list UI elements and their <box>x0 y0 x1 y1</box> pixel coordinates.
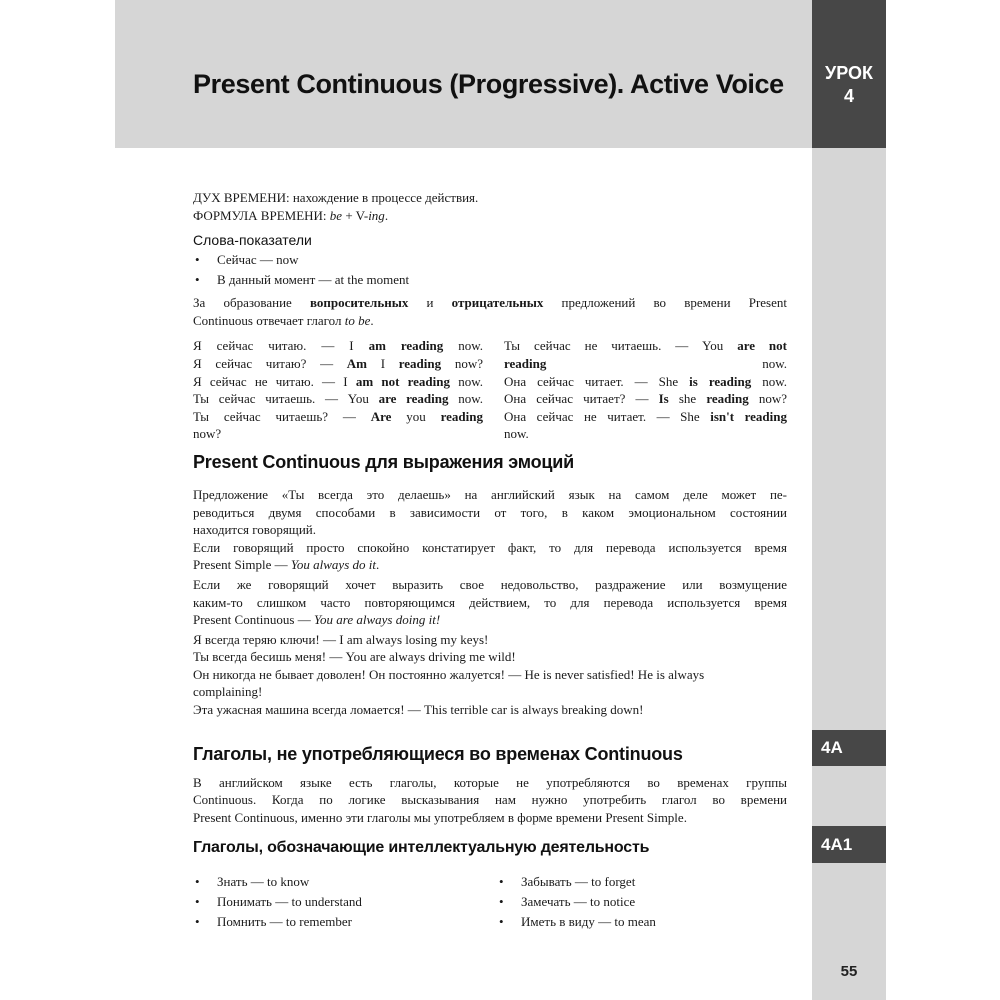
bold-text: вопросительных <box>309 295 409 311</box>
text-line <box>193 611 787 629</box>
non-continuous-heading: Глаголы, не употребляющиеся во временах Continuous <box>193 743 683 764</box>
text: Я сейчас читаю. — I <box>193 338 369 354</box>
emotions-examples <box>193 631 787 719</box>
verbs-lists <box>193 872 787 932</box>
text-line <box>504 408 787 426</box>
text: Она сейчас не читает. — She <box>504 408 711 424</box>
italic-text: be <box>329 207 343 223</box>
text: Если говорящий просто спокойно констатирует факт, то для перевода используется время <box>193 539 787 555</box>
text: . <box>384 207 389 223</box>
text: . <box>370 312 374 328</box>
text-line <box>193 408 483 426</box>
text: и <box>408 295 452 311</box>
text: Я сейчас не читаю. — I <box>193 373 356 389</box>
text-line <box>193 791 787 809</box>
text: ДУХ ВРЕМЕНИ: нахождение в процессе действия. <box>193 190 479 205</box>
text: I <box>367 355 399 371</box>
emotions-paragraph-1 <box>193 486 787 539</box>
text-line <box>504 425 787 443</box>
text-line <box>193 521 787 539</box>
non-continuous-paragraph <box>193 774 787 827</box>
text: Я всегда теряю ключи! — I am always losing my keys! <box>193 631 489 647</box>
text: Present Continuous, именно эти глаголы мы употребляем в форме времени Present Simple. <box>193 809 687 825</box>
bold-text: reading <box>440 408 483 424</box>
text-line <box>193 207 787 225</box>
bold-text: Am <box>346 355 367 371</box>
intro-definition <box>193 189 787 224</box>
bold-text: Are <box>370 408 392 424</box>
bold-text: is reading <box>689 373 752 389</box>
bold-text: are reading <box>378 391 449 407</box>
text-line <box>504 390 787 408</box>
text: you <box>391 408 441 424</box>
text: Continuous. Когда по логике высказывания нам нужно употребить глагол во времени <box>193 792 787 808</box>
text-line <box>193 486 787 504</box>
page-title: Present Continuous (Progressive). Active Voice <box>193 69 784 99</box>
emotions-paragraph-3 <box>193 576 787 629</box>
examples-left <box>193 337 483 443</box>
text: now. <box>448 391 484 407</box>
bold-text: reading <box>504 355 547 371</box>
text: Ты всегда бесишь меня! — You are always driving me wild! <box>193 649 516 665</box>
text-line <box>193 666 787 684</box>
text: complaining! <box>193 684 263 700</box>
text: Он никогда не бывает доволен! Он постоянно жалуется! — He is never satisfied! He is always <box>193 666 705 682</box>
page-number: 55 <box>840 963 858 980</box>
text-line <box>193 337 483 355</box>
text-line <box>193 576 787 594</box>
list-item: • Понимать — to understand <box>193 892 497 912</box>
text: Present Continuous — <box>193 612 314 628</box>
text: she <box>668 391 707 407</box>
text: Ты сейчас читаешь? — <box>193 408 371 424</box>
emotions-heading: Present Continuous для выражения эмоций <box>193 451 574 472</box>
text-line <box>193 556 787 574</box>
text-line <box>193 648 787 666</box>
bold-text: отрицательных <box>451 295 544 311</box>
text: ФОРМУЛА ВРЕМЕНИ: <box>193 207 330 223</box>
bold-text: Is <box>658 391 669 407</box>
text-line <box>193 294 787 312</box>
text: Предложение «Ты всегда это делаешь» на английский язык на самом деле может пе- <box>193 486 787 502</box>
examples-right <box>504 337 787 443</box>
title-area <box>193 20 798 148</box>
list-item: • Знать — to know <box>193 872 497 892</box>
text: Continuous отвечает глагол <box>193 312 345 328</box>
text: Я сейчас читаю? — <box>193 355 347 371</box>
main-content <box>193 189 787 932</box>
emotions-paragraph-2 <box>193 539 787 574</box>
text-line <box>193 539 787 557</box>
text-line <box>193 355 483 373</box>
text: За образование <box>193 295 310 311</box>
text-line <box>193 809 787 827</box>
text: now. <box>443 338 483 354</box>
text: Если же говорящий хочет выразить свое недовольство, раздражение или возмущение <box>193 576 787 592</box>
markers-heading: Слова-показатели <box>193 232 312 249</box>
italic-text: You are always doing it! <box>313 612 441 628</box>
text: предложений во времени Present <box>543 295 787 311</box>
text-line <box>504 337 787 355</box>
text: now. <box>504 426 529 442</box>
text-line <box>193 774 787 792</box>
examples <box>193 337 787 443</box>
italic-text: You always do it <box>290 557 376 573</box>
formation-paragraph <box>193 294 787 329</box>
text: Ты сейчас не читаешь. — You <box>504 338 738 354</box>
bold-text: are not <box>737 338 787 354</box>
text-line <box>193 504 787 522</box>
text-line <box>193 390 483 408</box>
lesson-badge <box>812 0 886 148</box>
list-item: • В данный момент — at the moment <box>193 270 787 290</box>
text: каким-то слишком часто повторяющимся действием, то для перевода используется время <box>193 594 787 610</box>
intellectual-verbs-heading: Глаголы, обозначающие интеллектуальную деятельность <box>193 839 650 857</box>
section-tab-4a: 4A <box>812 730 886 766</box>
text: now. <box>546 355 787 371</box>
bold-text: am reading <box>368 338 444 354</box>
verbs-list-left <box>193 872 497 932</box>
verbs-list-right <box>497 872 787 932</box>
text: находится говорящий. <box>193 522 316 538</box>
lesson-label: УРОК <box>825 63 873 83</box>
text-line <box>193 425 483 443</box>
text: В английском языке есть глаголы, которые не употребляются во временах группы <box>193 774 787 790</box>
bold-text: am not reading <box>355 373 451 389</box>
text-line <box>504 373 787 391</box>
text: Она сейчас читает? — <box>504 391 659 407</box>
text: Present Simple — <box>193 557 291 573</box>
list-item: • Сейчас — now <box>193 250 787 270</box>
text-line <box>193 312 787 330</box>
text-line <box>193 701 787 719</box>
text-line <box>193 373 483 391</box>
text: Эта ужасная машина всегда ломается! — This terrible car is always breaking down! <box>193 702 644 718</box>
list-item: • Замечать — to notice <box>497 892 787 912</box>
text: + V- <box>342 207 369 223</box>
text: now? <box>441 355 483 371</box>
lesson-number: 4 <box>843 86 854 106</box>
section-tab-4a1: 4A1 <box>812 826 886 863</box>
bold-text: reading <box>398 355 442 371</box>
text-line <box>193 683 787 701</box>
text: . <box>375 557 380 573</box>
text: now? <box>748 391 787 407</box>
text-line <box>193 631 787 649</box>
markers-list <box>193 250 787 290</box>
text: Она сейчас читает. — She <box>504 373 690 389</box>
text: now. <box>450 373 484 389</box>
list-item: • Забывать — to forget <box>497 872 787 892</box>
list-item: • Помнить — to remember <box>193 912 497 932</box>
text-line <box>193 594 787 612</box>
bold-text: isn't reading <box>710 408 788 424</box>
list-item: • Иметь в виду — to mean <box>497 912 787 932</box>
bold-text: reading <box>706 391 749 407</box>
text: now? <box>193 426 222 442</box>
italic-text: to be <box>344 312 371 328</box>
text-line <box>193 189 787 207</box>
italic-text: ing <box>368 207 385 223</box>
text: now. <box>751 373 787 389</box>
text: реводиться двумя способами в зависимости от того, в каком эмоциональном состоянии <box>193 504 787 520</box>
text: Ты сейчас читаешь. — You <box>193 391 379 407</box>
text-line <box>504 355 787 373</box>
